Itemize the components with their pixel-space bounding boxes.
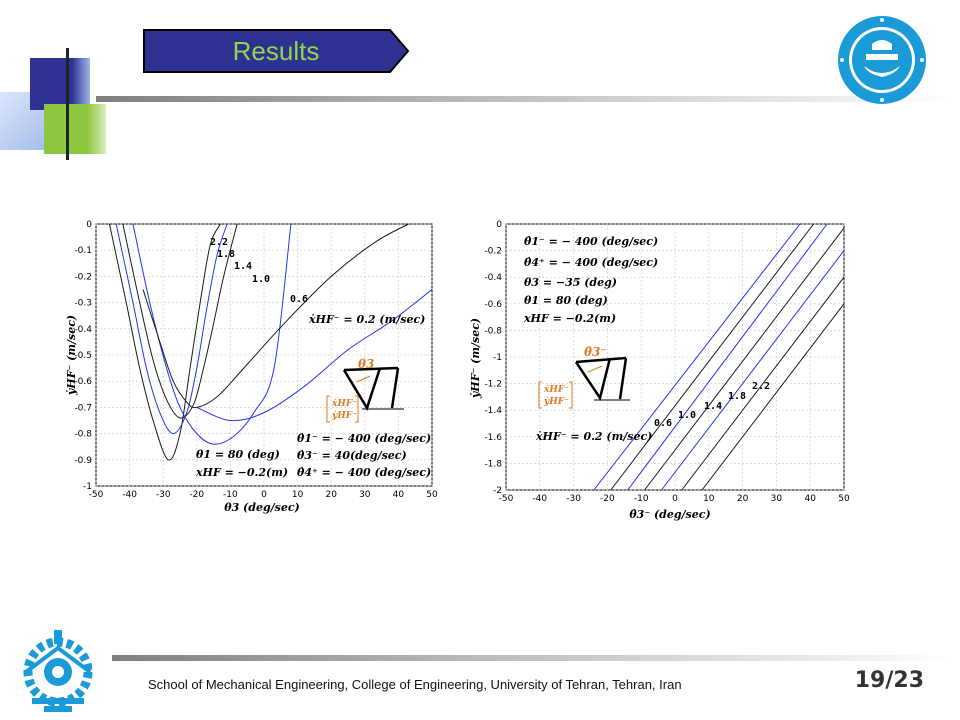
x-tick-label: -40 bbox=[122, 490, 137, 500]
y-tick-label: -0.2 bbox=[484, 246, 502, 257]
annotation-theta1dot: θ̇1⁻ = − 400 (deg/sec) bbox=[297, 432, 432, 445]
curve-label: 1.8 bbox=[728, 391, 747, 402]
x-tick-label: 10 bbox=[291, 490, 304, 500]
y-tick-label: -0.6 bbox=[74, 377, 92, 388]
x-tick-label: 20 bbox=[736, 494, 749, 504]
curve-label: 1.4 bbox=[234, 261, 253, 272]
y-tick-label: -1.2 bbox=[484, 379, 502, 390]
curve-label: 2.2 bbox=[210, 237, 229, 248]
y-tick-label: -2 bbox=[493, 486, 502, 496]
chart-left-ylabel: ẏHF⁻ (m/sec) bbox=[65, 314, 78, 396]
x-tick-label: 0 bbox=[672, 494, 678, 504]
footer-divider bbox=[112, 655, 960, 661]
x-tick-label: -30 bbox=[155, 490, 171, 500]
y-tick-label: -0.1 bbox=[74, 246, 92, 257]
curve-label: 1.8 bbox=[217, 249, 236, 260]
annotation-xdot: ẋHF⁻ = 0.2 (m/sec) bbox=[536, 430, 653, 443]
annotation-theta1dot: θ̇1⁻ = − 400 (deg/sec) bbox=[524, 235, 659, 248]
y-tick-label: -1 bbox=[83, 482, 92, 492]
x-tick-label: 30 bbox=[770, 494, 783, 504]
curve-label: 1.0 bbox=[678, 410, 697, 421]
x-tick-label: 50 bbox=[426, 490, 438, 500]
x-tick-label: -40 bbox=[532, 494, 548, 504]
y-tick-label: -0.2 bbox=[74, 272, 92, 283]
y-tick-label: -1.4 bbox=[484, 406, 502, 417]
chart-right-svg bbox=[466, 210, 856, 525]
annotation-xdot: ẋHF⁻ = 0.2 (m/sec) bbox=[309, 313, 426, 326]
title-banner bbox=[142, 28, 410, 74]
chart-right-xlabel: θ̇3⁻ (deg/sec) bbox=[629, 508, 711, 521]
curve-label: 0.6 bbox=[290, 294, 309, 305]
y-tick-label: 0 bbox=[86, 220, 92, 230]
chart-left-svg bbox=[62, 210, 442, 520]
y-tick-label: -0.8 bbox=[74, 429, 92, 440]
curve-label: 1.0 bbox=[252, 274, 271, 285]
x-tick-label: -10 bbox=[223, 490, 238, 500]
y-tick-label: 0 bbox=[496, 220, 502, 230]
engineering-college-logo-icon bbox=[18, 628, 98, 714]
page-number: 19/23 bbox=[854, 668, 924, 693]
header-divider bbox=[96, 96, 960, 102]
annotation-theta3: θ3 = −35 (deg) bbox=[524, 276, 618, 289]
y-tick-label: -0.3 bbox=[74, 298, 92, 309]
annotation-theta3dot: θ̇3⁻ = 40(deg/sec) bbox=[297, 449, 407, 462]
x-tick-label: 30 bbox=[359, 490, 371, 500]
inset-angle-label: θ3 bbox=[358, 357, 375, 371]
y-tick-label: -0.6 bbox=[484, 299, 502, 310]
inset-vector-top: ẋHF⁻ bbox=[332, 399, 358, 409]
curve-label: 2.2 bbox=[752, 381, 771, 392]
slide-title: Results bbox=[232, 36, 320, 66]
x-tick-label: 20 bbox=[325, 490, 337, 500]
y-tick-label: -0.9 bbox=[74, 455, 92, 466]
x-tick-label: -20 bbox=[189, 490, 205, 500]
x-tick-label: 40 bbox=[804, 494, 816, 504]
x-tick-label: 50 bbox=[838, 494, 850, 504]
chart-left bbox=[62, 210, 442, 520]
inset-angle-label: θ̇3⁻ bbox=[584, 345, 607, 359]
annotation-xhf: xHF = −0.2(m) bbox=[196, 466, 289, 479]
x-tick-label: -50 bbox=[88, 490, 104, 500]
footer-institution: School of Mechanical Engineering, College of Engineering, University of Tehran, Tehran, Iran bbox=[148, 677, 682, 692]
y-tick-label: -0.8 bbox=[484, 326, 502, 337]
y-tick-label: -0.7 bbox=[74, 403, 92, 414]
annotation-theta4dot: θ̇4⁺ = − 400 (deg/sec) bbox=[297, 466, 432, 479]
curve-label: 1.4 bbox=[704, 401, 723, 412]
university-logo-icon bbox=[836, 14, 928, 106]
chart-right bbox=[466, 210, 856, 525]
y-tick-label: -0.4 bbox=[484, 273, 502, 284]
chart-right-ylabel: ẏHF⁻ (m/sec) bbox=[469, 317, 482, 399]
chart-left-xlabel: θ3 (deg/sec) bbox=[224, 501, 300, 514]
inset-vector-top: ẋHF⁻ bbox=[544, 385, 570, 395]
x-tick-label: 0 bbox=[261, 490, 267, 500]
annotation-theta4dot: θ̇4⁺ = − 400 (deg/sec) bbox=[524, 256, 659, 269]
deco-vertical-line bbox=[66, 48, 69, 160]
curve-label: 0.6 bbox=[654, 418, 673, 429]
y-tick-label: -0.5 bbox=[74, 351, 92, 361]
deco-green-square bbox=[44, 104, 106, 154]
y-tick-label: -0.4 bbox=[74, 324, 92, 335]
annotation-xhf: xHF = −0.2(m) bbox=[524, 312, 617, 325]
y-tick-label: -1 bbox=[493, 353, 502, 363]
inset-vector-bottom: ẏHF⁻ bbox=[332, 411, 357, 421]
y-tick-label: -1.6 bbox=[484, 432, 502, 443]
x-tick-label: 40 bbox=[392, 490, 405, 500]
deco-blue-square bbox=[30, 58, 90, 110]
x-tick-label: -20 bbox=[600, 494, 615, 504]
x-tick-label: 10 bbox=[703, 494, 715, 504]
x-tick-label: -10 bbox=[633, 494, 649, 504]
x-tick-label: -30 bbox=[566, 494, 581, 504]
annotation-theta1: θ1 = 80 (deg) bbox=[196, 448, 280, 461]
inset-vector-bottom: ẏHF⁻ bbox=[544, 397, 569, 407]
annotation-theta1: θ1 = 80 (deg) bbox=[524, 294, 608, 307]
y-tick-label: -1.8 bbox=[484, 459, 502, 470]
x-tick-label: -50 bbox=[498, 494, 514, 504]
